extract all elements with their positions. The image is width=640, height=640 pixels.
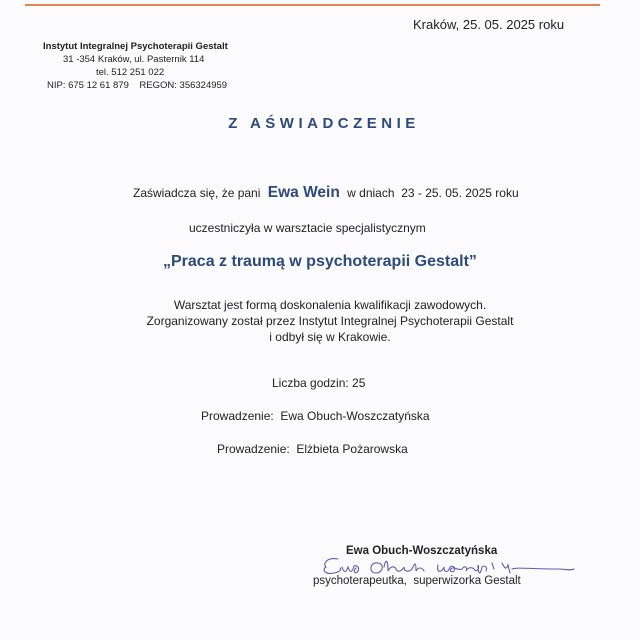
institution-block	[43, 40, 233, 92]
line1-prefix: Zaświadcza się, że pani	[133, 186, 261, 200]
workshop-description	[130, 297, 530, 345]
description-line: Warsztat jest formą doskonalenia kwalifikacji zawodowych.	[173, 298, 487, 312]
signatory-name: Ewa Obuch-Woszczatyńska	[346, 545, 498, 557]
line1-suffix: w dniach 23 - 25. 05. 2025 roku	[347, 186, 519, 200]
lead-instructor-1: Prowadzenie: Ewa Obuch-Woszczatyńska	[201, 409, 430, 423]
person-name: Ewa Wein	[267, 184, 340, 201]
header-accent-line	[25, 4, 600, 6]
institution-ids: NIP: 675 12 61 879 REGON: 356324959	[47, 80, 228, 91]
certificate-line-1	[133, 184, 519, 202]
signatory-role: psychoterapeutka, superwizorka Gestalt	[313, 575, 521, 587]
institution-phone: tel. 512 251 022	[96, 67, 165, 78]
institution-address: 31 -354 Kraków, ul. Pasternik 114	[63, 54, 205, 65]
lead-instructor-2: Prowadzenie: Elżbieta Pożarowska	[217, 442, 408, 456]
hours-count: Liczba godzin: 25	[272, 376, 366, 390]
description-line: Zorganizowany został przez Instytut Integralnej Psychoterapii Gestalt	[146, 314, 514, 328]
institution-name: Instytut Integralnej Psychoterapii Gestalt	[43, 41, 228, 52]
document-title: Z AŚWIADCZENIE	[228, 115, 420, 132]
place-date: Kraków, 25. 05. 2025 roku	[413, 17, 565, 32]
certificate-line-2: uczestniczyła w warsztacie specjalistycznym	[189, 221, 426, 235]
description-line: i odbył się w Krakowie.	[269, 330, 391, 344]
workshop-title: „Praca z traumą w psychoterapii Gestalt”	[163, 253, 477, 270]
